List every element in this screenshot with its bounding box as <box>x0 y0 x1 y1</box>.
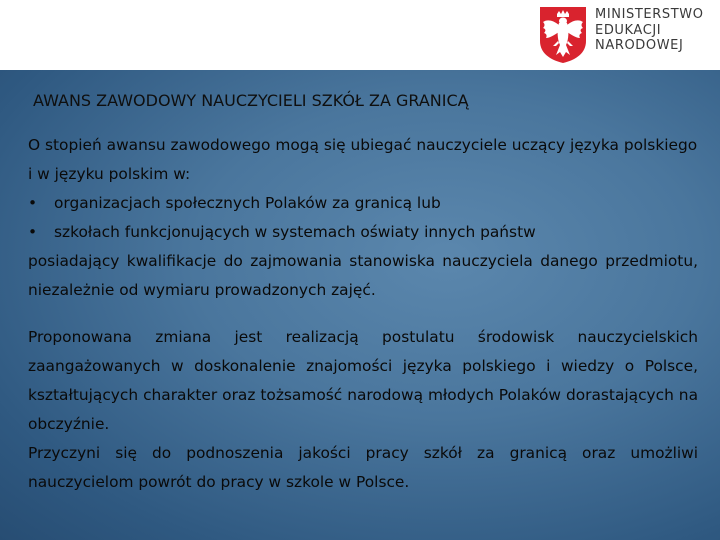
ministry-logo <box>538 5 713 65</box>
ministry-name-line-1: MINISTERSTWO <box>595 7 704 22</box>
intro-paragraph: O stopień awansu zawodowego mogą się ubiegać nauczyciele uczący języka polskiego i w języku polskim w: <box>28 136 698 183</box>
polish-eagle-emblem-icon <box>538 5 588 65</box>
header-bar <box>0 0 720 70</box>
ministry-name-line-3: NARODOWEJ <box>595 38 684 53</box>
bullet-text: szkołach funkcjonujących w systemach oświaty innych państw <box>54 223 536 241</box>
bullet-item <box>28 218 698 247</box>
bullet-text: organizacjach społecznych Polaków za granicą lub <box>54 194 441 212</box>
slide-title: AWANS ZAWODOWY NAUCZYCIELI SZKÓŁ ZA GRANICĄ <box>33 91 469 110</box>
ministry-name-line-2: EDUKACJI <box>595 22 662 38</box>
qualification-paragraph: posiadający kwalifikacje do zajmowania stanowiska nauczyciela danego przedmiotu, niezależnie od wymiaru prowadzonych zajęć. <box>28 252 698 299</box>
ministry-name <box>595 7 704 54</box>
paragraph-spacer <box>28 305 698 323</box>
slide-content <box>28 131 698 497</box>
bullet-icon: • <box>28 194 38 212</box>
bullet-item <box>28 189 698 218</box>
proposal-paragraph: Proponowana zmiana jest realizacją postulatu środowisk nauczycielskich zaangażowanych w doskonalenie znajomości języka polskiego i wiedzy o Polsce, kształtujących charakter oraz tożsamość narodową młodych Polaków dorastających na obczyźnie. <box>28 328 698 433</box>
bullet-icon: • <box>28 223 38 241</box>
conclusion-paragraph: Przyczyni się do podnoszenia jakości pracy szkół za granicą oraz umożliwi nauczycielom powrót do pracy w szkole w Polsce. <box>28 444 698 491</box>
